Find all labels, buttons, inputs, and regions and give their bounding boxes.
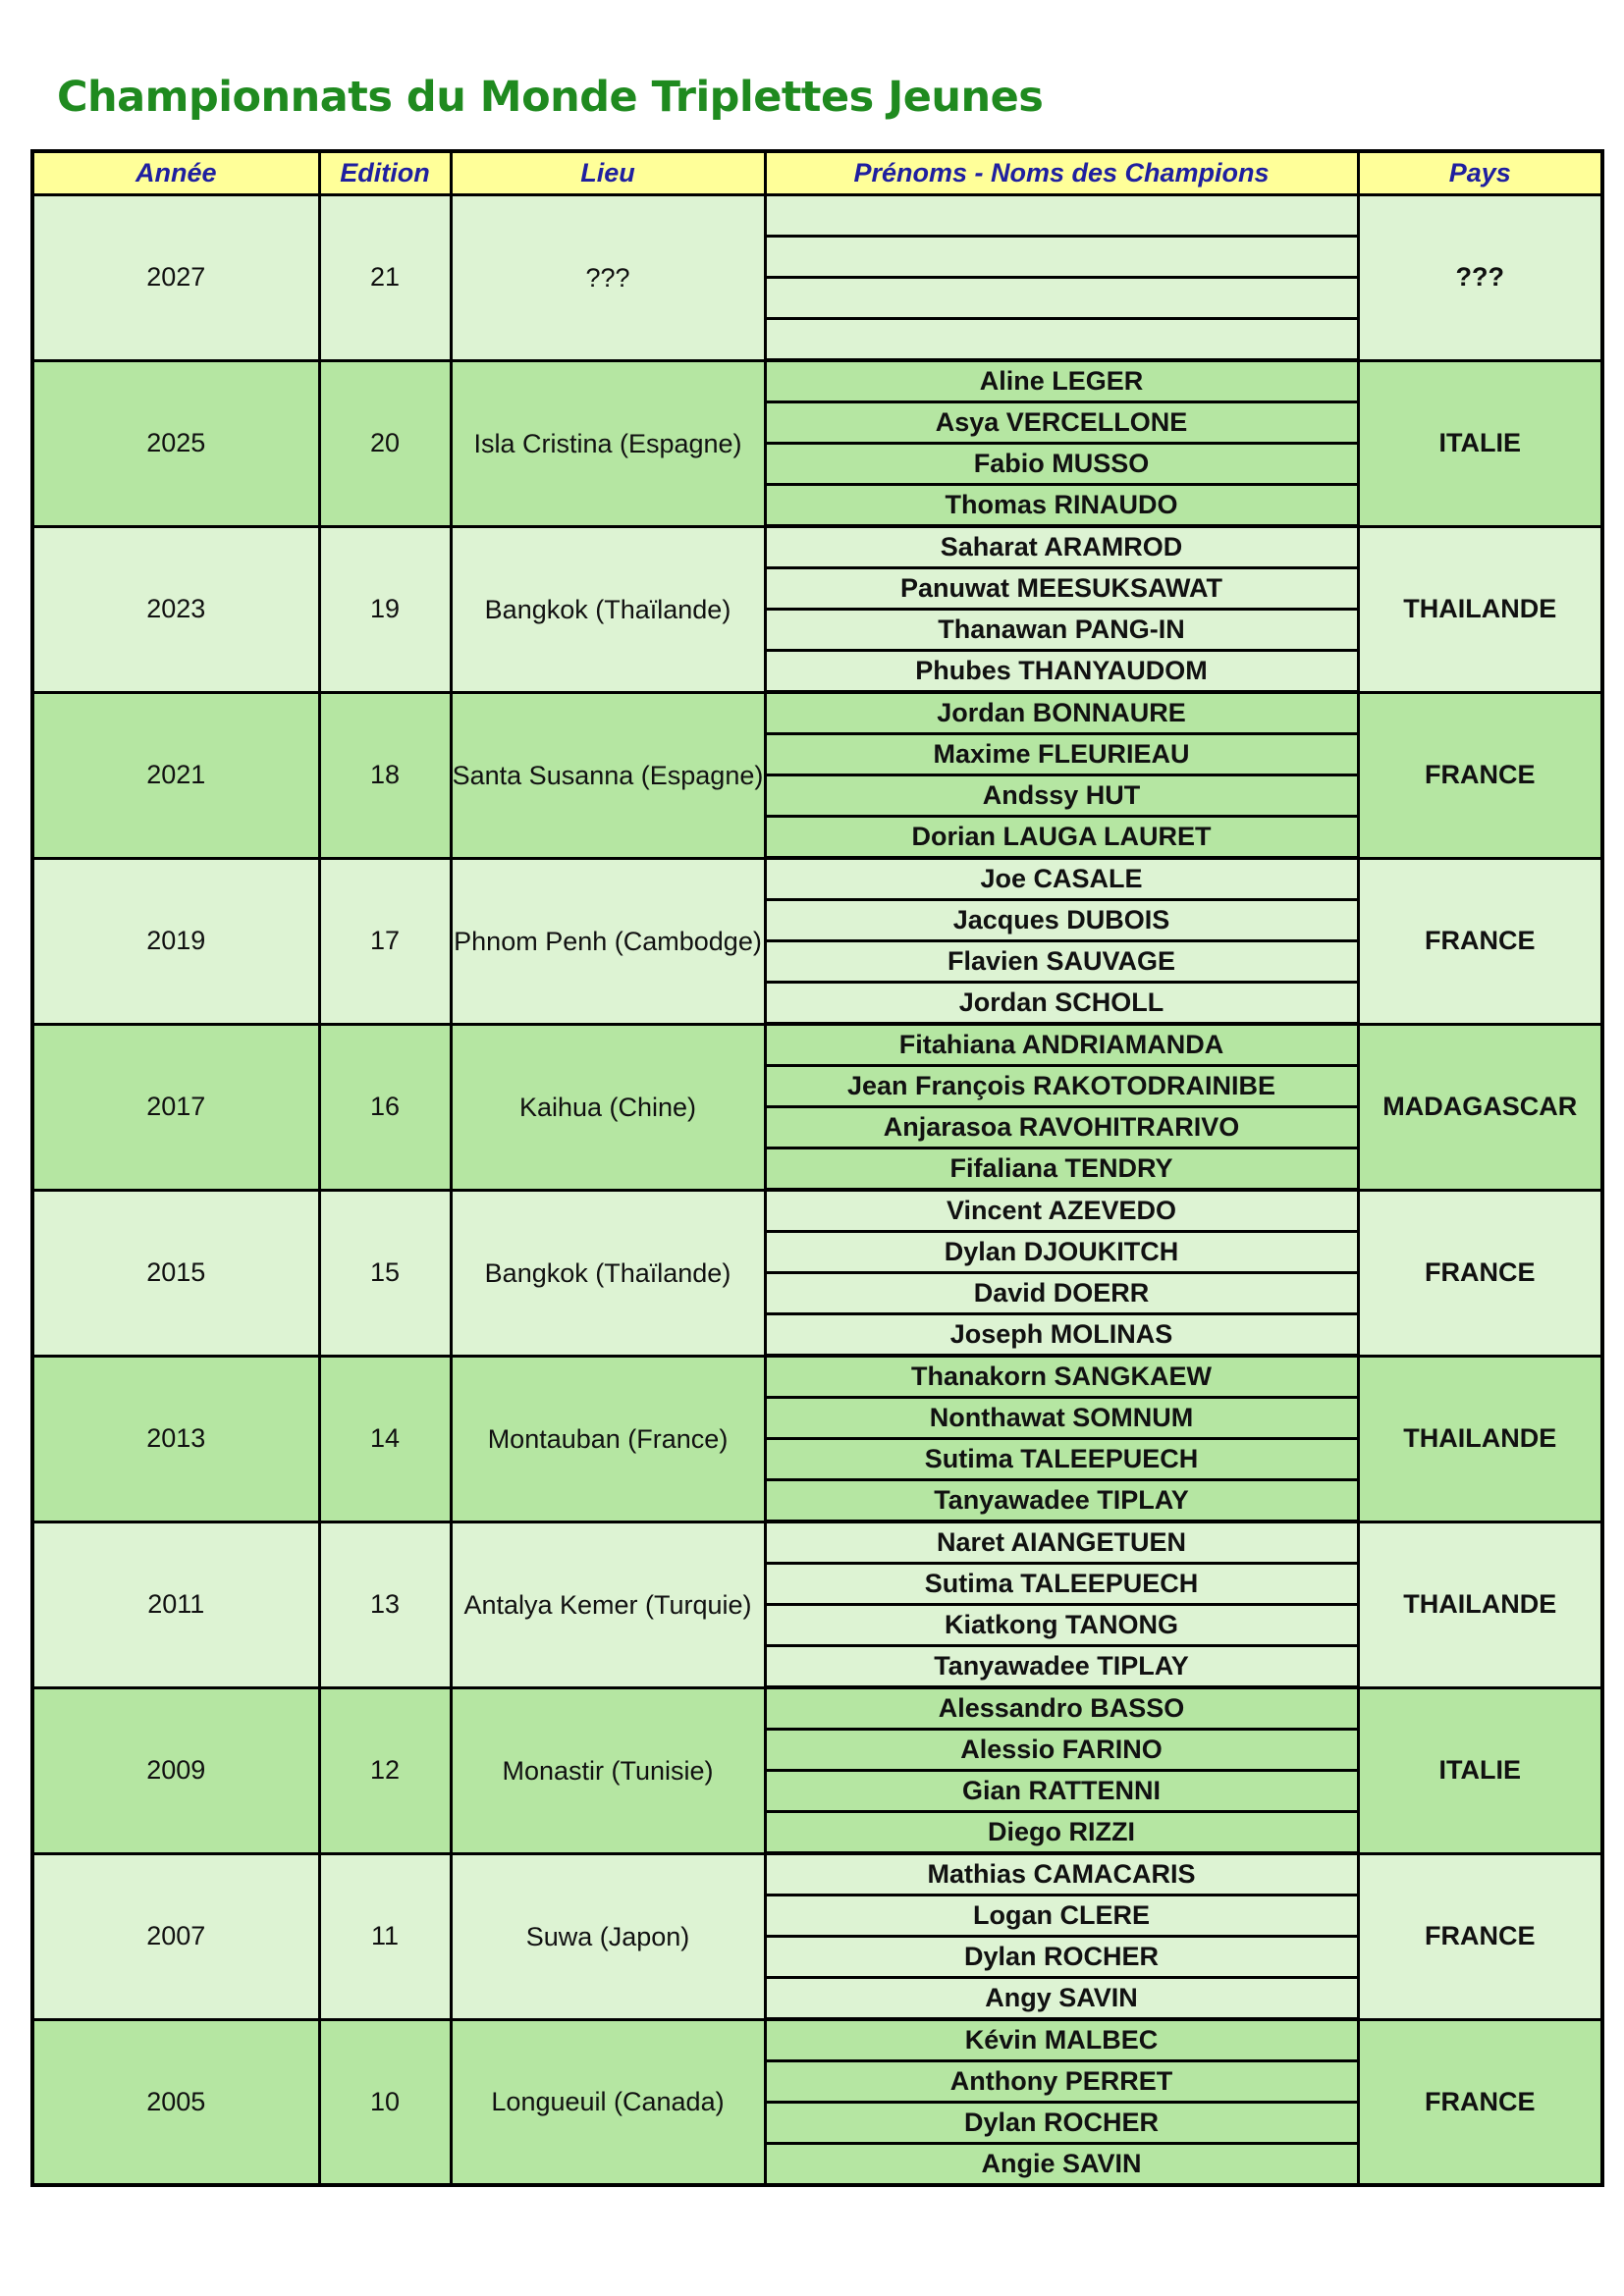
year-cell: 2009	[32, 1687, 319, 1853]
country-cell: MADAGASCAR	[1358, 1024, 1602, 1190]
year-cell: 2025	[32, 360, 319, 526]
header-year: Année	[32, 151, 319, 195]
champion-name: Sutima TALEEPUECH	[765, 1439, 1358, 1480]
edition-cell: 10	[319, 2019, 451, 2185]
champion-name: Joe CASALE	[765, 858, 1358, 900]
champion-name: Thanawan PANG-IN	[765, 610, 1358, 651]
country-cell: FRANCE	[1358, 2019, 1602, 2185]
place-cell: Kaihua (Chine)	[451, 1024, 765, 1190]
year-cell: 2011	[32, 1522, 319, 1687]
edition-cell: 19	[319, 526, 451, 692]
champion-name: Alessandro BASSO	[765, 1687, 1358, 1730]
edition-cell: 15	[319, 1190, 451, 1356]
table-row	[32, 1356, 1602, 1398]
champion-name: Maxime FLEURIEAU	[765, 734, 1358, 775]
champion-name: Kiatkong TANONG	[765, 1605, 1358, 1646]
champion-name: Jordan SCHOLL	[765, 983, 1358, 1025]
champion-name: Thomas RINAUDO	[765, 485, 1358, 527]
country-cell: FRANCE	[1358, 858, 1602, 1024]
champion-name: Joseph MOLINAS	[765, 1314, 1358, 1357]
page-title: Championnats du Monde Triplettes Jeunes	[57, 73, 1044, 122]
table-row	[32, 360, 1602, 402]
champion-name: Naret AIANGETUEN	[765, 1522, 1358, 1564]
champion-name: Anjarasoa RAVOHITRARIVO	[765, 1107, 1358, 1148]
champion-name: David DOERR	[765, 1273, 1358, 1314]
place-cell: Bangkok (Thaïlande)	[451, 1190, 765, 1356]
champion-name: Tanyawadee TIPLAY	[765, 1480, 1358, 1522]
champion-name: Fifaliana TENDRY	[765, 1148, 1358, 1191]
champion-name: Dorian LAUGA LAURET	[765, 817, 1358, 859]
champion-name: Angy SAVIN	[765, 1978, 1358, 2020]
champion-name: Vincent AZEVEDO	[765, 1190, 1358, 1232]
place-cell: Antalya Kemer (Turquie)	[451, 1522, 765, 1687]
champion-name: Dylan DJOUKITCH	[765, 1232, 1358, 1273]
table-row	[32, 526, 1602, 568]
edition-cell: 12	[319, 1687, 451, 1853]
country-cell: FRANCE	[1358, 1853, 1602, 2019]
champion-name: Thanakorn SANGKAEW	[765, 1356, 1358, 1398]
champion-name: Jordan BONNAURE	[765, 692, 1358, 734]
champion-name: Alessio FARINO	[765, 1730, 1358, 1771]
champion-name: Jean François RAKOTODRAINIBE	[765, 1066, 1358, 1107]
champion-name: Fitahiana ANDRIAMANDA	[765, 1024, 1358, 1066]
table-row	[32, 1853, 1602, 1896]
place-cell: Suwa (Japon)	[451, 1853, 765, 2019]
champion-name	[765, 195, 1358, 237]
country-cell: ITALIE	[1358, 1687, 1602, 1853]
champion-name: Kévin MALBEC	[765, 2019, 1358, 2061]
champion-name: Fabio MUSSO	[765, 444, 1358, 485]
year-cell: 2027	[32, 195, 319, 361]
champion-name: Gian RATTENNI	[765, 1771, 1358, 1812]
champion-name: Andssy HUT	[765, 775, 1358, 817]
country-cell: ???	[1358, 195, 1602, 361]
place-cell: Longueuil (Canada)	[451, 2019, 765, 2185]
edition-cell: 20	[319, 360, 451, 526]
header-country: Pays	[1358, 151, 1602, 195]
champion-name: Tanyawadee TIPLAY	[765, 1646, 1358, 1688]
edition-cell: 17	[319, 858, 451, 1024]
champion-name: Sutima TALEEPUECH	[765, 1564, 1358, 1605]
champion-name: Mathias CAMACARIS	[765, 1853, 1358, 1896]
year-cell: 2021	[32, 692, 319, 858]
champion-name: Aline LEGER	[765, 360, 1358, 402]
champion-name: Anthony PERRET	[765, 2061, 1358, 2103]
champion-name: Dylan ROCHER	[765, 1937, 1358, 1978]
place-cell: Monastir (Tunisie)	[451, 1687, 765, 1853]
year-cell: 2019	[32, 858, 319, 1024]
table-row	[32, 858, 1602, 900]
country-cell: FRANCE	[1358, 1190, 1602, 1356]
header-champions: Prénoms - Noms des Champions	[765, 151, 1358, 195]
champion-name: Phubes THANYAUDOM	[765, 651, 1358, 693]
header-place: Lieu	[451, 151, 765, 195]
year-cell: 2013	[32, 1356, 319, 1522]
table-row	[32, 195, 1602, 237]
edition-cell: 11	[319, 1853, 451, 2019]
table-row	[32, 1687, 1602, 1730]
champion-name: Asya VERCELLONE	[765, 402, 1358, 444]
champion-name	[765, 237, 1358, 278]
country-cell: FRANCE	[1358, 692, 1602, 858]
country-cell: THAILANDE	[1358, 1522, 1602, 1687]
champions-table	[30, 149, 1604, 2187]
table-row	[32, 692, 1602, 734]
champion-name: Flavien SAUVAGE	[765, 941, 1358, 983]
place-cell: Santa Susanna (Espagne)	[451, 692, 765, 858]
edition-cell: 21	[319, 195, 451, 361]
country-cell: ITALIE	[1358, 360, 1602, 526]
table-row	[32, 2019, 1602, 2061]
country-cell: THAILANDE	[1358, 526, 1602, 692]
place-cell: ???	[451, 195, 765, 361]
header-edition: Edition	[319, 151, 451, 195]
place-cell: Phnom Penh (Cambodge)	[451, 858, 765, 1024]
edition-cell: 16	[319, 1024, 451, 1190]
table-row	[32, 1190, 1602, 1232]
champion-name: Nonthawat SOMNUM	[765, 1398, 1358, 1439]
place-cell: Bangkok (Thaïlande)	[451, 526, 765, 692]
champion-name	[765, 319, 1358, 361]
year-cell: 2017	[32, 1024, 319, 1190]
edition-cell: 14	[319, 1356, 451, 1522]
champion-name: Diego RIZZI	[765, 1812, 1358, 1854]
year-cell: 2023	[32, 526, 319, 692]
edition-cell: 18	[319, 692, 451, 858]
table-row	[32, 1522, 1602, 1564]
place-cell: Montauban (France)	[451, 1356, 765, 1522]
champion-name: Angie SAVIN	[765, 2144, 1358, 2186]
champion-name: Logan CLERE	[765, 1896, 1358, 1937]
champion-name: Panuwat MEESUKSAWAT	[765, 568, 1358, 610]
champion-name	[765, 278, 1358, 319]
year-cell: 2005	[32, 2019, 319, 2185]
champion-name: Dylan ROCHER	[765, 2103, 1358, 2144]
header-row	[32, 151, 1602, 195]
year-cell: 2015	[32, 1190, 319, 1356]
place-cell: Isla Cristina (Espagne)	[451, 360, 765, 526]
country-cell: THAILANDE	[1358, 1356, 1602, 1522]
table-row	[32, 1024, 1602, 1066]
year-cell: 2007	[32, 1853, 319, 2019]
champion-name: Saharat ARAMROD	[765, 526, 1358, 568]
edition-cell: 13	[319, 1522, 451, 1687]
champion-name: Jacques DUBOIS	[765, 900, 1358, 941]
